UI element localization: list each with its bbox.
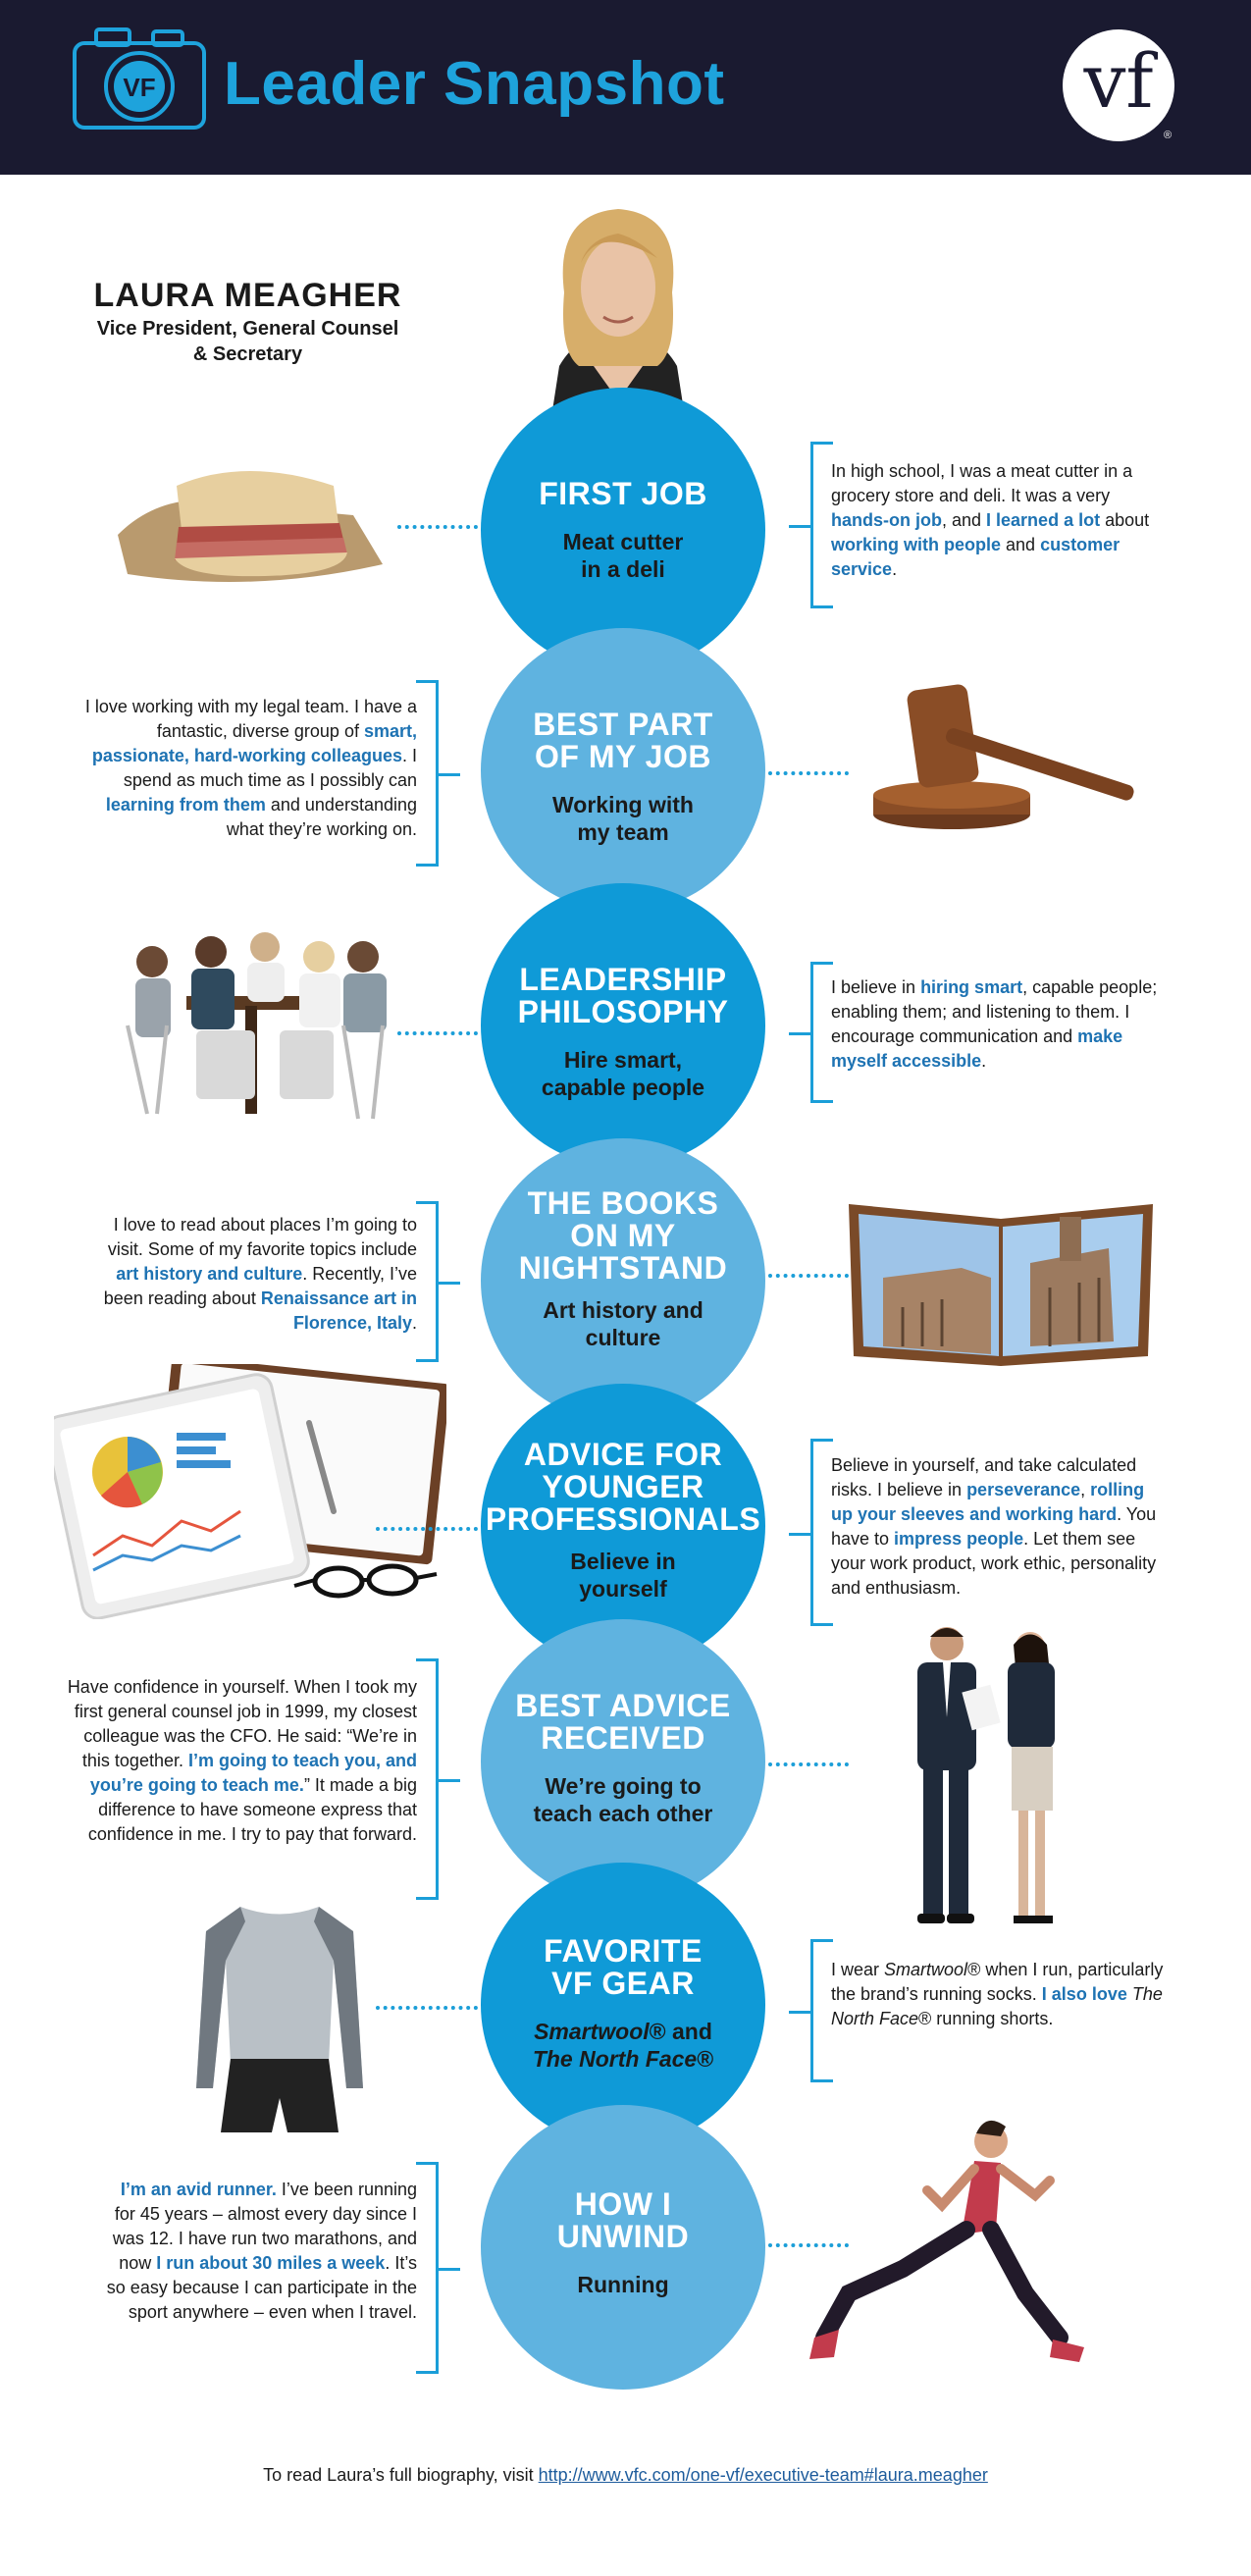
section-answer: Smartwool® and The North Face®	[532, 2019, 714, 2072]
section-title: THE BOOKS ON MY NIGHTSTAND	[518, 1185, 728, 1286]
section-title: LEADERSHIP PHILOSOPHY	[517, 962, 729, 1029]
best-advice-circle	[481, 1619, 765, 1904]
camera-badge: VF	[123, 73, 156, 102]
open-book-image	[844, 1199, 1158, 1371]
leader-title: Vice President, General Counsel & Secretary	[96, 318, 399, 365]
story-text: I love to read about places I’m going to visit. Some of my favorite topics include	[107, 1215, 417, 1259]
story-text: . You have to	[831, 1504, 1157, 1549]
section-title: FIRST JOB	[539, 476, 707, 511]
story-text: I wear	[831, 1960, 885, 1979]
connector-dots	[768, 1274, 849, 1278]
sandwich-image	[108, 447, 392, 594]
highlight-text: hands-on job	[831, 510, 942, 530]
story-text: , capable people; enabling them; and listening to them. I encourage communication and	[831, 977, 1158, 1046]
text-bracket	[416, 1658, 439, 1900]
highlight-text: I learned a lot	[986, 510, 1101, 530]
story-text: .	[892, 559, 898, 579]
registered-mark: ®	[1164, 130, 1173, 141]
highlight-text: Renaissance art in Florence, Italy	[260, 1288, 417, 1333]
section-answer: Meat cutter in a deli	[562, 529, 684, 582]
highlight-text: working with people	[831, 535, 1002, 554]
text-bracket	[810, 442, 833, 608]
highlight-text: customer service	[831, 535, 1121, 579]
story-text: .	[981, 1051, 987, 1071]
connector-dots	[397, 1031, 478, 1035]
brand-smartwool: Smartwool	[534, 2019, 650, 2044]
text-bracket	[416, 680, 439, 867]
story-text: ” It made a big difference to have someone express that confidence in me. I try to pay that forward.	[87, 1775, 417, 1844]
story-text: , and	[941, 510, 987, 530]
best-advice-story	[64, 1675, 417, 1847]
leader-name: LAURA MEAGHER	[93, 277, 402, 314]
first-job-story	[831, 459, 1170, 582]
story-text: and understanding what they’re working on.	[226, 795, 417, 839]
highlight-text: perseverance	[966, 1480, 1081, 1499]
highlight-text: I also love	[1041, 1984, 1132, 2004]
section-answer: Art history and culture	[543, 1297, 704, 1350]
story-text: The North Face	[831, 1984, 1163, 2028]
footer	[0, 2465, 1251, 2486]
biography-link[interactable]: http://www.vfc.com/one-vf/executive-team#laura.meagher	[538, 2465, 988, 2485]
colleagues-image	[888, 1619, 1094, 1933]
highlight-text: hiring smart	[920, 977, 1023, 997]
highlight-text: learning from them	[105, 795, 266, 815]
story-text: .	[411, 1313, 417, 1333]
story-text: In high school, I was a meat cutter in a grocery store and deli. It was a very	[831, 461, 1133, 505]
best-part-story	[69, 695, 417, 842]
section-title: HOW I UNWIND	[556, 2186, 690, 2254]
running-gear-image	[191, 1902, 368, 2142]
text-bracket	[416, 2162, 439, 2374]
unwind-story	[98, 2178, 417, 2325]
story-text: and	[1001, 535, 1041, 554]
connector-dots	[376, 2006, 478, 2010]
footer-text: To read Laura’s full biography, visit	[263, 2465, 539, 2485]
highlight-text: I’m going to teach you, and you’re going to teach me.	[89, 1751, 417, 1795]
runner-image	[800, 2112, 1094, 2382]
brand-title: Leader Snapshot	[224, 50, 725, 118]
story-text: confidence in yourself	[113, 1677, 285, 1697]
leadership-story	[831, 975, 1179, 1074]
story-text: about	[1100, 510, 1150, 530]
story-text: I believe in	[831, 977, 921, 997]
text-bracket	[810, 1439, 833, 1626]
gavel-image	[859, 672, 1153, 839]
text-bracket	[810, 1939, 833, 2082]
section-title: ADVICE FOR YOUNGER PROFESSIONALS	[485, 1437, 761, 1537]
story-text: ® running shorts.	[918, 2009, 1054, 2028]
highlight-text: impress people	[894, 1529, 1024, 1549]
highlight-text: smart, passionate, hard-working colleagues	[91, 721, 417, 765]
section-title: BEST PART OF MY JOB	[533, 707, 713, 774]
section-answer: Believe in yourself	[570, 1549, 676, 1602]
vf-gear-story	[831, 1958, 1170, 2031]
advice-young-story	[831, 1453, 1170, 1601]
connector-dots	[768, 771, 849, 775]
highlight-text: rolling up your sleeves and working hard	[831, 1480, 1145, 1524]
brand-north-face: The North Face	[532, 2046, 698, 2072]
unwind-circle	[481, 2105, 765, 2390]
section-answer: Hire smart, capable people	[541, 1047, 705, 1100]
tablet-notebook-image	[54, 1364, 446, 1619]
section-answer: Running	[577, 2272, 669, 2297]
header-bar	[0, 0, 1251, 175]
story-text: . Recently, I’ve been reading about	[103, 1264, 417, 1308]
section-title: FAVORITE VF GEAR	[544, 1933, 703, 2001]
camera-icon	[71, 26, 208, 133]
story-text: ,	[1080, 1480, 1091, 1499]
connector-dots	[397, 525, 478, 529]
text-bracket	[416, 1201, 439, 1362]
connector-dots	[376, 1527, 478, 1531]
section-answer: We’re going to teach each other	[533, 1773, 713, 1826]
books-circle	[481, 1138, 765, 1423]
story-text: I love working with my legal team. I have a fantastic, diverse group of	[84, 697, 417, 741]
section-answer: Working with my team	[552, 792, 694, 845]
leadership-circle	[481, 883, 765, 1168]
story-text: . Let them see your work product, work ethic, personality and enthusiasm.	[831, 1529, 1157, 1598]
section-title: BEST ADVICE RECEIVED	[515, 1688, 731, 1756]
best-part-circle	[481, 628, 765, 913]
meeting-image	[108, 918, 402, 1129]
highlight-text: make myself accessible	[831, 1026, 1123, 1071]
highlight-text: art history and culture	[116, 1264, 303, 1284]
story-text: I’ve been running for 45 years – almost every day since I was 12. I have run two marathons, and now	[112, 2180, 417, 2273]
story-text: Smartwool	[884, 1960, 968, 1979]
story-text: Believe in yourself, and take calculated risks. I believe in	[831, 1455, 1137, 1499]
connector-dots	[768, 1762, 849, 1766]
vf-logo: vf	[1063, 29, 1174, 141]
story-text: . It’s so easy because I can participate in the sport anywhere – even when I travel.	[106, 2253, 417, 2322]
text-bracket	[810, 962, 833, 1103]
story-text: ® when I run, particularly the brand’s running socks.	[831, 1960, 1164, 2004]
highlight-text: I’m an avid runner.	[120, 2180, 277, 2199]
story-text: . I spend as much time as I possibly can	[123, 746, 417, 790]
story-text: . When I took my first general counsel job in 1999, my closest colleague was the CFO. He said: “We’re in this together.	[74, 1677, 417, 1770]
books-story	[83, 1213, 417, 1336]
highlight-text: I run about 30 miles a week	[156, 2253, 386, 2273]
story-text: Have	[67, 1677, 114, 1697]
